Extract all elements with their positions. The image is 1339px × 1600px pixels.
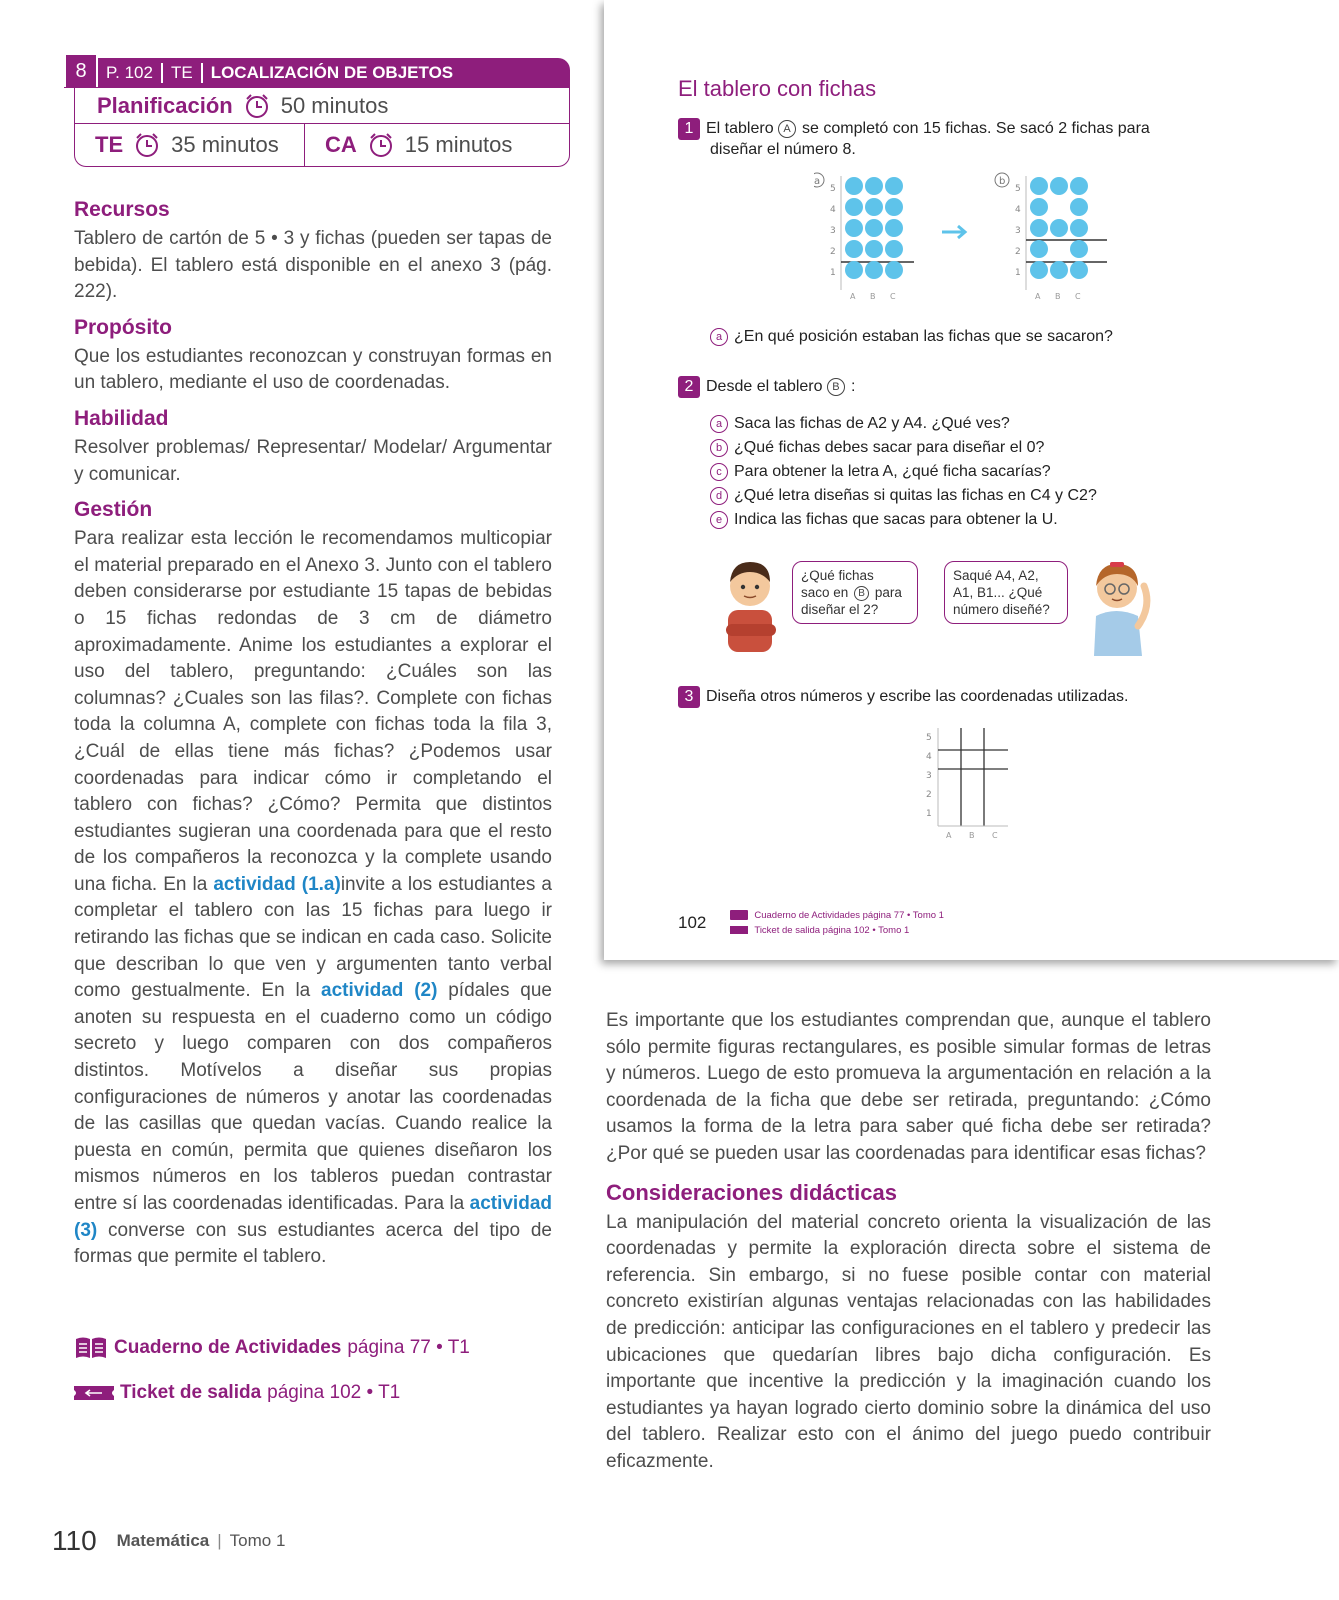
question-1-text-a: El tablero — [706, 120, 774, 138]
page-number: 110 — [52, 1525, 97, 1556]
svg-text:5: 5 — [830, 184, 836, 194]
question-1-text-c: diseñar el número 8. — [710, 141, 856, 158]
time-split-row — [75, 124, 569, 166]
ticket-icon — [730, 926, 748, 934]
svg-text:A: A — [1035, 292, 1041, 301]
item-text: Saca las fichas de A2 y A4. ¿Qué ves? — [734, 415, 1010, 432]
girl-illustration — [1086, 556, 1166, 658]
ticket-label: Ticket de salida — [120, 1382, 262, 1403]
cuaderno-page: página 77 • T1 — [347, 1337, 470, 1358]
ca-time: 15 minutos — [404, 132, 513, 157]
activity-2-link: actividad (2) — [321, 980, 438, 1002]
question-1-number: 1 — [678, 118, 700, 140]
item-letter: b — [710, 439, 728, 457]
question-2-item — [710, 484, 1097, 508]
question-2-text: Desde el tablero — [706, 378, 823, 396]
svg-text:B: B — [870, 292, 876, 301]
habilidad-text: Resolver problemas/ Representar/ Modelar/ Argumentar y comunicar. — [74, 436, 552, 485]
question-2-number: 2 — [678, 376, 700, 398]
ca-time-cell — [305, 124, 512, 166]
student-page-footer — [678, 908, 944, 938]
consideraciones-heading: Consideraciones didácticas — [606, 1179, 897, 1205]
board-b-marker: B — [854, 586, 869, 601]
recursos-text: Tablero de cartón de 5 • 3 y fichas (pueden ser tapas de bebida). El tablero está disponible en el anexo 3 (pág. 222). — [74, 228, 552, 303]
gestion-part-2: invite a los estudiantes a completar el tablero con las 15 fichas para luego ir retirando las fichas que se indican en cada caso. Solicite que describan lo que ven y argumenten tanto verbal como gestualmente. En la — [74, 873, 552, 1002]
item-letter: a — [710, 415, 728, 433]
svg-text:C: C — [992, 831, 998, 840]
svg-text:2: 2 — [926, 790, 932, 800]
te-time: 35 minutos — [171, 132, 279, 157]
proposito-heading: Propósito — [74, 315, 172, 339]
board-a — [814, 173, 914, 301]
proposito-text: Que los estudiantes reconozcan y construyan formas en un tablero, mediante el uso de coordenadas. — [74, 345, 552, 394]
board-b-label: b — [999, 176, 1006, 187]
ref-ticket — [730, 923, 944, 938]
svg-text:4: 4 — [830, 205, 836, 215]
question-2-item — [710, 508, 1097, 532]
teacher-guide-column — [74, 188, 552, 1271]
gestion-heading: Gestión — [74, 498, 153, 522]
lesson-number: 8 — [64, 53, 98, 87]
book-icon — [730, 910, 748, 920]
svg-text:A: A — [850, 292, 856, 301]
item-letter: e — [710, 511, 728, 529]
item-letter: c — [710, 463, 728, 481]
svg-text:4: 4 — [1015, 205, 1021, 215]
bubble-text: saco en — [801, 585, 849, 600]
lesson-title: LOCALIZACIÓN DE OBJETOS — [201, 63, 461, 83]
bubble-line: ¿Qué fichas — [801, 568, 874, 583]
svg-text:A: A — [946, 831, 952, 840]
subject-name: Matemática — [116, 1531, 210, 1550]
boy-speech-bubble — [792, 561, 918, 624]
planning-box — [74, 88, 570, 167]
planning-time: 50 minutos — [280, 92, 389, 118]
svg-text:3: 3 — [1015, 226, 1021, 236]
question-1a-letter: a — [710, 328, 728, 346]
ref-cuaderno-text: Cuaderno de Actividades página 77 • Tomo 1 — [754, 910, 944, 921]
svg-text:2: 2 — [1015, 247, 1021, 257]
svg-text:1: 1 — [1015, 268, 1021, 278]
ref-ticket-text: Ticket de salida página 102 • Tomo 1 — [754, 925, 910, 936]
question-3-text: Diseña otros números y escribe las coordenadas utilizadas. — [706, 688, 1129, 706]
board-a-marker: A — [778, 120, 796, 138]
item-text: ¿Qué fichas debes sacar para diseñar el 0? — [734, 439, 1045, 456]
habilidad-heading: Habilidad — [74, 406, 169, 430]
question-1-text-b: se completó con 15 fichas. Se sacó 2 fichas para — [802, 120, 1150, 138]
question-2-colon: : — [850, 378, 856, 396]
te-label: TE — [95, 132, 124, 157]
activity-1a-link: actividad (1.a) — [213, 873, 341, 895]
footer-separator: | — [217, 1531, 222, 1550]
student-page-title: El tablero con fichas — [678, 76, 877, 101]
svg-text:C: C — [1075, 292, 1081, 301]
bubble-line: diseñar el 2? — [801, 602, 879, 617]
page-footer — [52, 1525, 285, 1557]
svg-text:3: 3 — [830, 226, 836, 236]
question-3-number: 3 — [678, 686, 700, 708]
alarm-clock-icon — [367, 131, 395, 159]
item-text: Para obtener la letra A, ¿qué ficha sacarías? — [734, 463, 1051, 480]
svg-text:C: C — [890, 292, 896, 301]
svg-text:3: 3 — [926, 771, 932, 781]
right-paragraph-1: Es importante que los estudiantes comprendan que, aunque el tablero sólo permite figuras rectangulares, es posible simular formas de letras y números. Luego de esto promueva la argumentación en relación a la coordenada de la ficha que debe ser retirada, preguntando: ¿Cómo usamos la forma de la letra para saber qué ficha debe ser retirada? ¿Por qué se pueden usar las coordenadas para identificar esas fichas? — [606, 1010, 1211, 1164]
student-page-thumbnail — [604, 0, 1339, 960]
question-2-item — [710, 412, 1097, 436]
ticket-reference — [74, 1382, 400, 1404]
question-2-item — [710, 460, 1097, 484]
bubble-line: A1, B1... ¿Qué — [953, 585, 1043, 600]
gestion-text — [74, 526, 552, 1271]
ca-label: CA — [325, 132, 357, 157]
question-2 — [678, 376, 855, 398]
bubble-line — [801, 584, 909, 601]
boy-illustration — [722, 556, 784, 658]
book-icon — [74, 1336, 108, 1360]
bubble-text: para — [874, 585, 902, 600]
lesson-header — [64, 58, 570, 167]
activity-3-link: actividad (3) — [74, 1193, 552, 1241]
te-time-cell — [75, 124, 305, 166]
student-page-references — [730, 908, 944, 938]
alarm-clock-icon — [133, 131, 161, 159]
svg-text:1: 1 — [926, 809, 932, 819]
svg-text:B: B — [1055, 292, 1061, 301]
ticket-icon — [74, 1384, 114, 1402]
gestion-part-3: pídales que anoten su respuesta en el cuaderno como un código secreto y luego comparen con dos compañeros distintos. Motívelos a diseñar sus propias configuraciones de números y anotar las coordenadas de las casillas que quedan vacías. Cuando realice la puesta en común, permita que quienes diseñaron los mismos números en los tableros puedan contrastar entre sí las coordenadas identificadas. Para la — [74, 980, 552, 1214]
student-page-number: 102 — [678, 913, 707, 932]
svg-text:4: 4 — [926, 752, 932, 762]
item-text: ¿Qué letra diseñas si quitas las fichas en C4 y C2? — [734, 487, 1097, 504]
arrow-right-icon — [942, 226, 965, 238]
bubble-line: número diseñé? — [953, 602, 1050, 617]
planning-row — [75, 88, 569, 124]
girl-speech-bubble — [944, 561, 1068, 624]
bubble-line: Saqué A4, A2, — [953, 568, 1039, 583]
empty-board-grid — [926, 726, 1016, 844]
cuaderno-label: Cuaderno de Actividades — [114, 1337, 342, 1358]
question-3 — [678, 686, 1128, 708]
page-reference: P. 102 — [106, 63, 153, 82]
board-b — [995, 173, 1107, 301]
svg-text:5: 5 — [1015, 184, 1021, 194]
svg-text:1: 1 — [830, 268, 836, 278]
planning-label: Planificación — [97, 92, 233, 118]
svg-text:B: B — [969, 831, 975, 840]
board-a-label: a — [814, 176, 821, 187]
cuaderno-reference — [74, 1336, 470, 1360]
question-1a — [710, 328, 1113, 346]
ticket-page: página 102 • T1 — [267, 1382, 401, 1403]
right-column — [606, 1008, 1211, 1476]
board-b-marker: B — [827, 378, 845, 396]
consideraciones-text: La manipulación del material concreto orienta la visualización de las coordenadas y permite la exploración directa sobre el sistema de referencia. Sin embargo, si no fuese posible contar con material concreto existirían algunas ventajas relacionadas con las habilidades de predicción: anticipar las configuraciones en el tablero y predecir las ubicaciones que quedarían libres bajo dicha configuración. Es importante que incentive la predicción y la imaginación cuando los estudiantes ya hayan logrado cierto dominio sobre la dinámica del uso del tablero. Realizar esto con el ánimo del juego puedo contribuir eficazmente. — [606, 1211, 1211, 1472]
question-2-items — [710, 412, 1097, 532]
lesson-title-bar — [64, 58, 570, 88]
svg-text:2: 2 — [830, 247, 836, 257]
svg-text:5: 5 — [926, 733, 932, 743]
item-text: Indica las fichas que sacas para obtener la U. — [734, 511, 1058, 528]
gestion-part-4: converse con sus estudiantes acerca del tipo de formas que permite el tablero. — [74, 1219, 552, 1268]
volume-name: Tomo 1 — [229, 1531, 286, 1550]
item-letter: d — [710, 487, 728, 505]
question-2-item — [710, 436, 1097, 460]
gestion-part-1: Para realizar esta lección le recomendamos multicopiar el material preparado en el Anexo 3. Junto con el tablero deben considerarse por estudiante 15 tapas de bebidas o 15 fichas redondas de 3 cm de diámetro aproximadamente. Anime los estudiantes a explorar el uso del tablero, preguntando: ¿Cuáles son las columnas? ¿Cuales son las filas?. Complete con fichas toda la columna A, complete con fichas toda la fila 3, ¿Cuál de ellas tiene más fichas? ¿Podemos usar coordenadas para indicar cómo ir completando el tablero con fichas? ¿Cómo? Permita que distintos estudiantes sugieran una coordenada para que el resto de los compañeros la reconozca y la complete usando una ficha. En la — [74, 528, 552, 895]
alarm-clock-icon — [243, 92, 271, 120]
recursos-heading: Recursos — [74, 198, 170, 221]
boards-illustration — [814, 172, 1114, 304]
ref-cuaderno — [730, 908, 944, 923]
question-1 — [678, 118, 1150, 160]
te-tag: TE — [161, 63, 201, 83]
question-1a-text: ¿En qué posición estaban las fichas que se sacaron? — [734, 328, 1113, 346]
